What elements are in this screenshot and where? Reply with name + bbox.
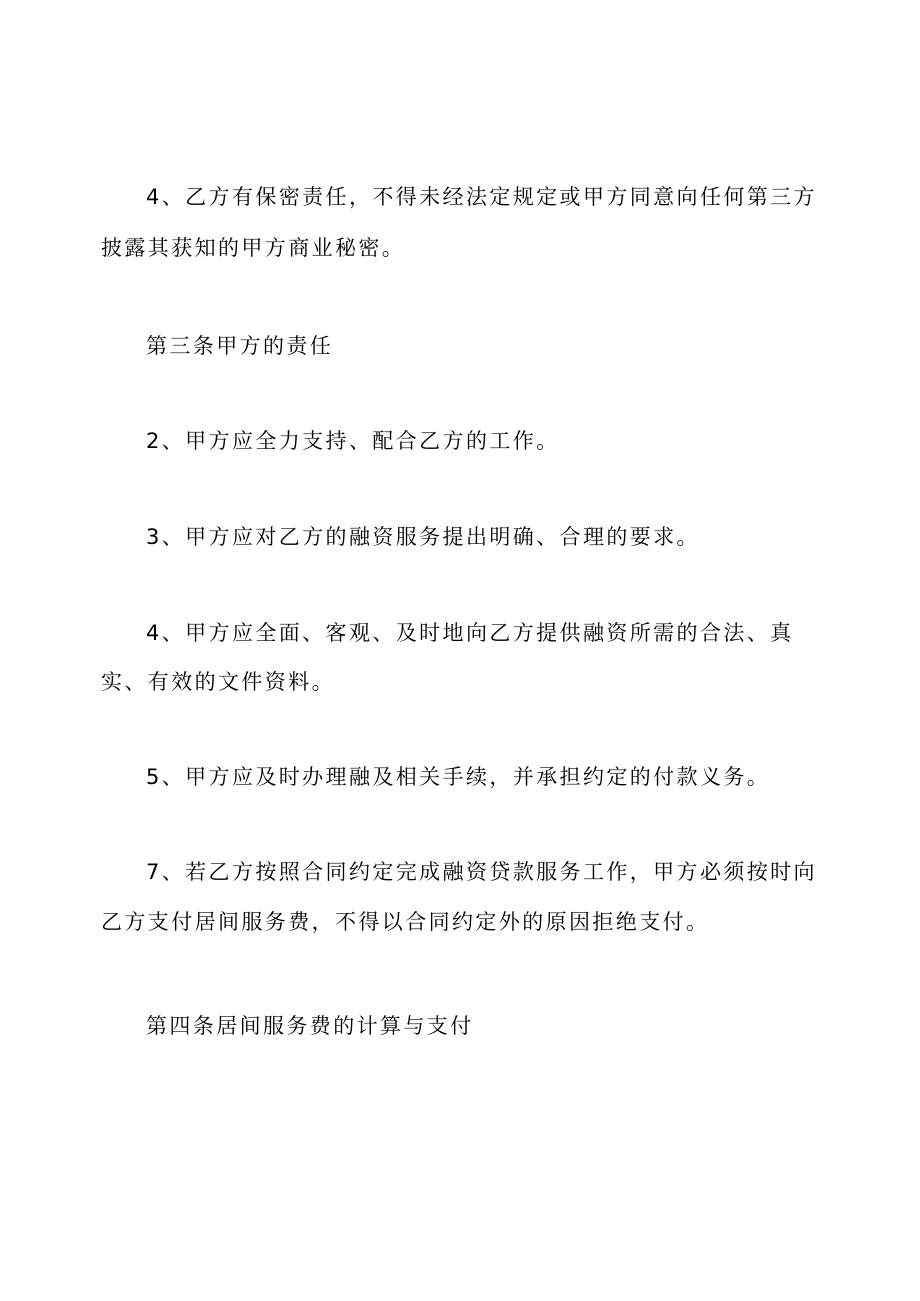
clause-text-line: 实、有效的文件资料。 <box>101 670 335 694</box>
clause-text-line: 4、甲方应全面、客观、及时地向乙方提供融资所需的合法、真 <box>146 621 794 645</box>
clause-text-line: 5、甲方应及时办理融及相关手续，并承担约定的付款义务。 <box>146 765 771 789</box>
clause-text-line: 3、甲方应对乙方的融资服务提出明确、合理的要求。 <box>146 525 700 549</box>
section-heading: 第四条居间服务费的计算与支付 <box>146 1014 474 1038</box>
clause-text-line: 2、甲方应全力支持、配合乙方的工作。 <box>146 429 560 453</box>
clause-text-line: 披露其获知的甲方商业秘密。 <box>101 236 406 260</box>
clause-text-line: 乙方支付居间服务费，不得以合同约定外的原因拒绝支付。 <box>101 910 710 934</box>
section-heading: 第三条甲方的责任 <box>146 334 334 358</box>
clause-text-line: 4、乙方有保密责任，不得未经法定规定或甲方同意向任何第三方 <box>146 185 817 209</box>
clause-text-line: 7、若乙方按照合同约定完成融资贷款服务工作，甲方必须按时向 <box>146 860 817 884</box>
